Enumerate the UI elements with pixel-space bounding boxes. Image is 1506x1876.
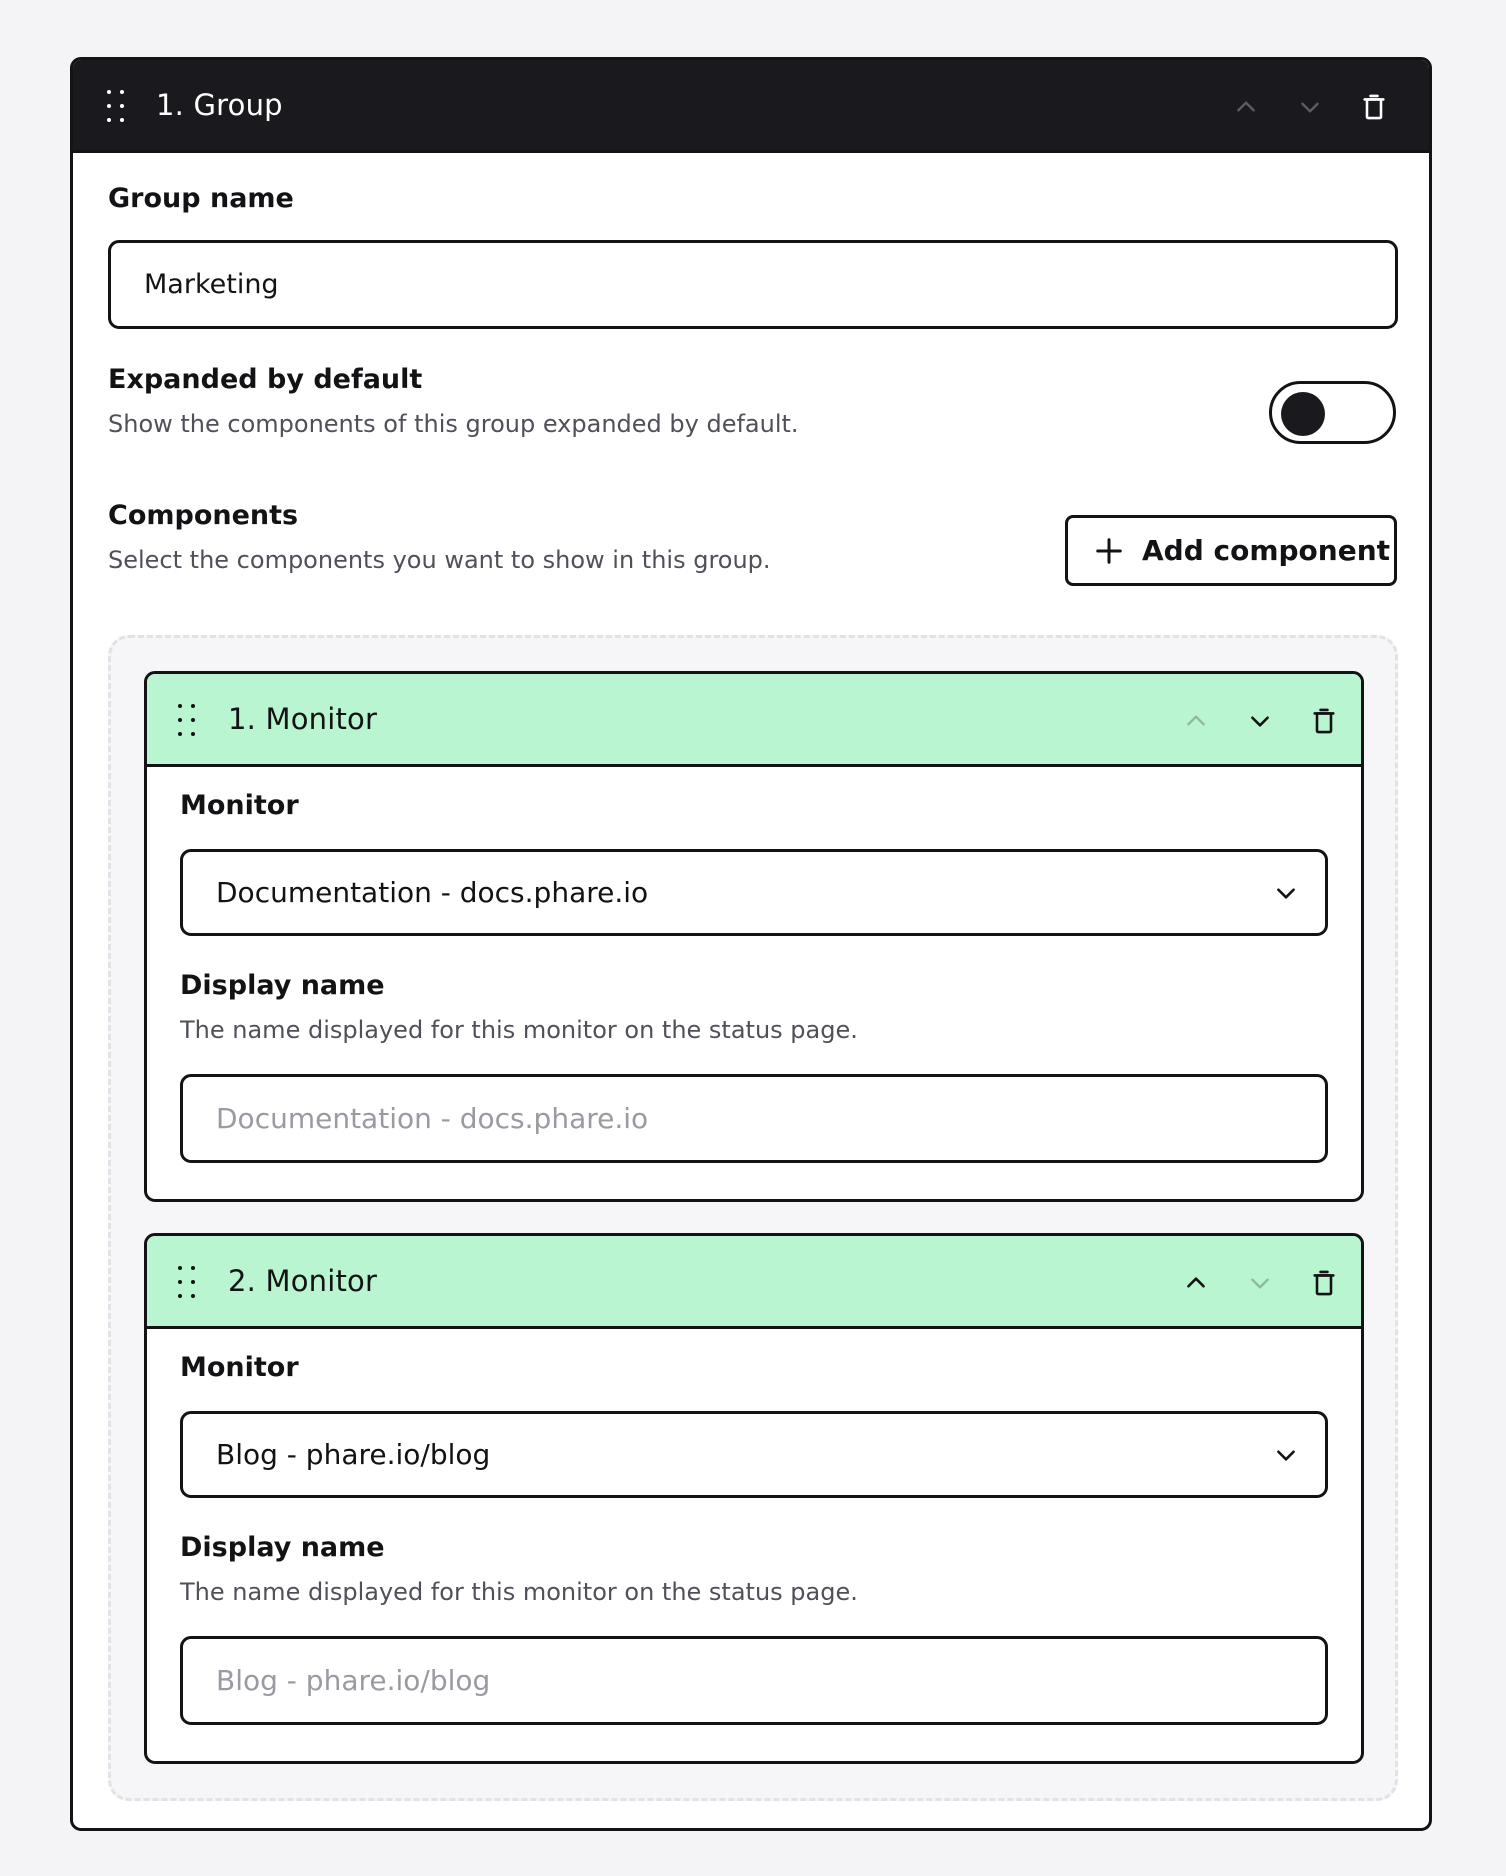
move-down-button[interactable] xyxy=(1290,87,1330,127)
trash-icon xyxy=(1360,93,1388,121)
move-up-button[interactable] xyxy=(1176,701,1216,741)
component-header xyxy=(147,1236,1361,1329)
trash-icon xyxy=(1310,1269,1338,1297)
drag-handle-icon[interactable] xyxy=(107,90,129,124)
chevron-down-icon xyxy=(1247,1270,1273,1296)
expanded-label: Expanded by default xyxy=(108,364,423,395)
display-name-input[interactable] xyxy=(180,1636,1328,1725)
monitor-select[interactable] xyxy=(180,849,1328,936)
move-up-button[interactable] xyxy=(1176,1263,1216,1303)
expanded-toggle[interactable] xyxy=(1269,381,1396,444)
add-component-label: Add component xyxy=(1142,533,1391,567)
group-card xyxy=(70,57,1432,1831)
delete-component-button[interactable] xyxy=(1304,1263,1344,1303)
display-name-description: The name displayed for this monitor on the status page. xyxy=(180,1016,858,1044)
group-name-label: Group name xyxy=(108,183,294,214)
group-header xyxy=(73,60,1429,153)
chevron-up-icon xyxy=(1183,1270,1209,1296)
toggle-knob xyxy=(1281,392,1325,436)
chevron-up-icon xyxy=(1183,708,1209,734)
chevron-down-icon xyxy=(1273,1442,1299,1468)
move-down-button[interactable] xyxy=(1240,1263,1280,1303)
group-title: 1. Group xyxy=(156,88,283,122)
delete-component-button[interactable] xyxy=(1304,701,1344,741)
plus-icon xyxy=(1094,536,1124,566)
component-header xyxy=(147,674,1361,767)
component-card xyxy=(144,671,1364,1202)
components-description: Select the components you want to show in this group. xyxy=(108,546,771,574)
monitor-label: Monitor xyxy=(180,1352,299,1383)
add-component-button[interactable] xyxy=(1065,515,1397,586)
display-name-input[interactable] xyxy=(180,1074,1328,1163)
drag-handle-icon[interactable] xyxy=(178,704,200,738)
display-name-label: Display name xyxy=(180,1532,385,1563)
expanded-description: Show the components of this group expanded by default. xyxy=(108,410,799,438)
display-name-description: The name displayed for this monitor on the status page. xyxy=(180,1578,858,1606)
move-up-button[interactable] xyxy=(1226,87,1266,127)
monitor-select-value: Blog - phare.io/blog xyxy=(216,1437,491,1471)
trash-icon xyxy=(1310,707,1338,735)
component-title: 2. Monitor xyxy=(228,1264,378,1298)
chevron-up-icon xyxy=(1233,94,1259,120)
chevron-down-icon xyxy=(1297,94,1323,120)
group-name-input[interactable] xyxy=(108,240,1398,329)
delete-group-button[interactable] xyxy=(1354,87,1394,127)
monitor-select[interactable] xyxy=(180,1411,1328,1498)
monitor-label: Monitor xyxy=(180,790,299,821)
display-name-label: Display name xyxy=(180,970,385,1001)
drag-handle-icon[interactable] xyxy=(178,1266,200,1300)
chevron-down-icon xyxy=(1247,708,1273,734)
components-label: Components xyxy=(108,500,299,531)
component-title: 1. Monitor xyxy=(228,702,378,736)
chevron-down-icon xyxy=(1273,880,1299,906)
component-card xyxy=(144,1233,1364,1764)
monitor-select-value: Documentation - docs.phare.io xyxy=(216,875,649,909)
move-down-button[interactable] xyxy=(1240,701,1280,741)
